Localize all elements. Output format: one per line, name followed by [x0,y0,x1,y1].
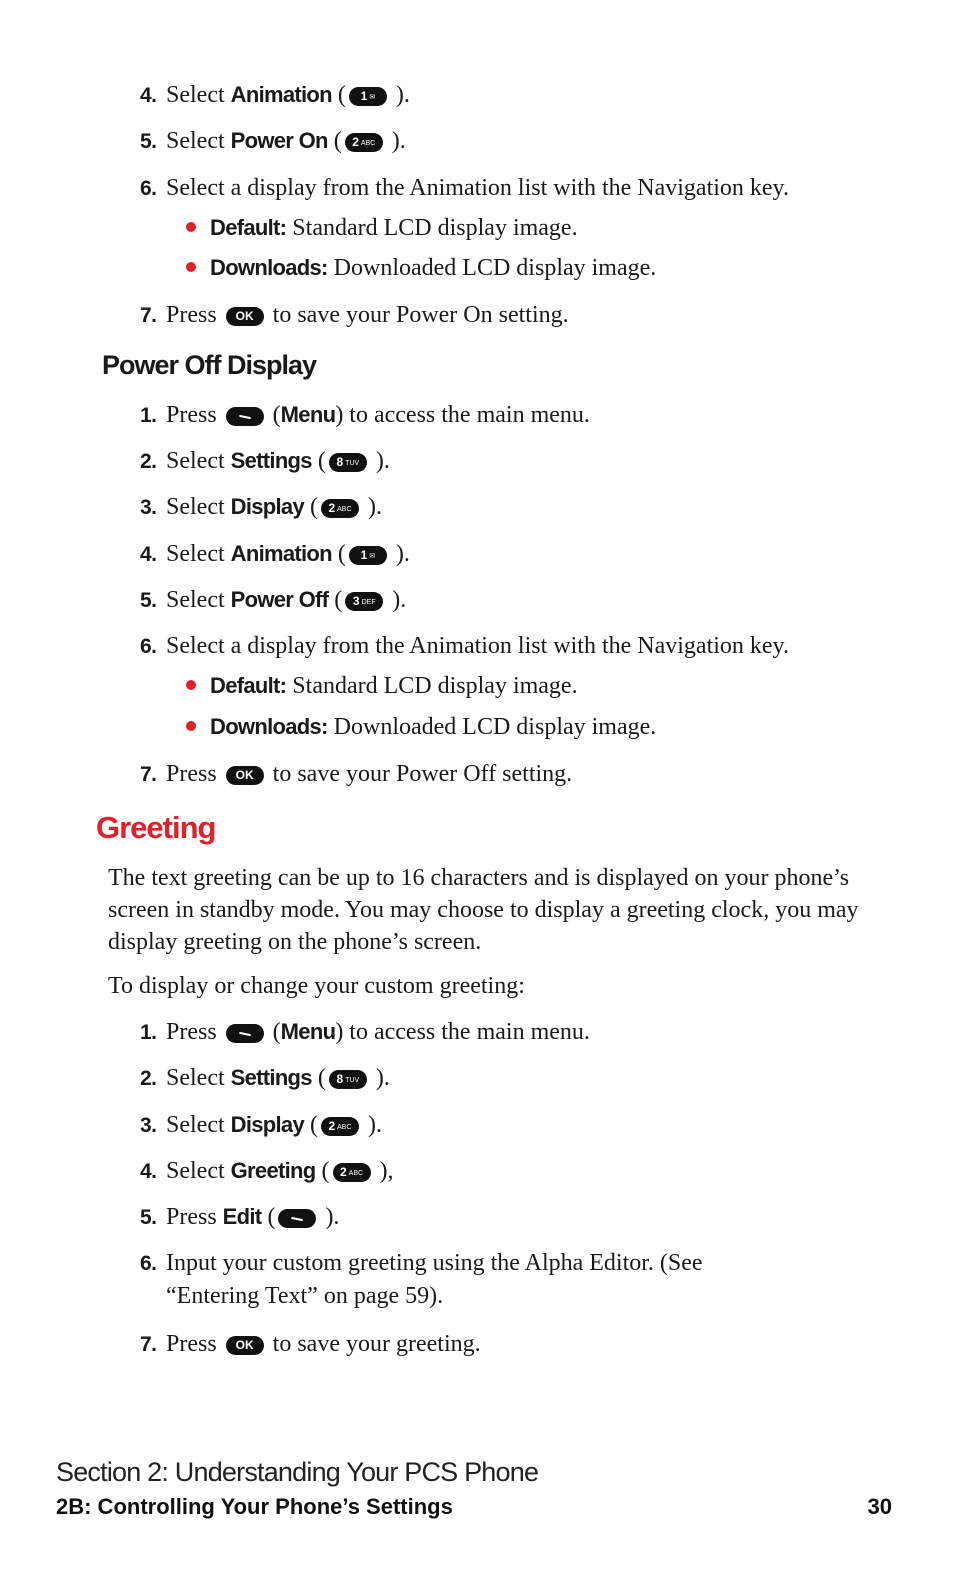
bullet-icon [186,680,196,690]
step-animation: 4. Select Animation ( 1 ✉ ). [140,541,410,567]
greeting-title: Greeting [96,810,216,845]
key-1-icon: 1 ✉ [349,87,387,106]
step-press-menu: 1. Press (Menu) to access the main menu. [140,402,590,428]
step-save-greeting: 7. Press OK to save your greeting. [140,1331,481,1357]
greeting-paragraph: The text greeting can be up to 16 characters and is displayed on your phone’s screen in standby mode. You may choose to display a greeting clock, you may display greeting on the phone’s screen. [108,865,859,955]
footer-subsection-title: 2B: Controlling Your Phone’s Settings [56,1494,453,1519]
ok-key-icon: OK [226,307,264,326]
softkey-icon [226,1024,264,1043]
greeting-intro: To display or change your custom greeting: [108,973,525,999]
key-2-icon: 2 ABC [333,1163,371,1182]
bullet-default: Default: Standard LCD display image. [186,211,578,245]
key-2-icon: 2 ABC [321,499,359,518]
softkey-icon [278,1209,316,1228]
step-display: 3. Select Display ( 2 ABC ). [140,1112,382,1138]
power-off-heading: Power Off Display [102,350,317,380]
step-save-power-off: 7. Press OK to save your Power Off setting. [140,761,573,787]
bullet-icon [186,222,196,232]
step-select-display: 6. Select a display from the Animation list with the Navigation key. [140,175,789,201]
bullet-downloads: Downloads: Downloaded LCD display image. [186,251,656,285]
step-select-display: 6. Select a display from the Animation list with the Navigation key. [140,633,789,659]
ok-key-icon: OK [226,766,264,785]
key-3-icon: 3 DEF [345,592,383,611]
key-2-icon: 2 ABC [321,1117,359,1136]
bullet-icon [186,262,196,272]
key-2-icon: 2 ABC [345,133,383,152]
page-number: 30 [867,1494,892,1519]
footer-section-title: Section 2: Understanding Your PCS Phone [56,1457,539,1487]
step-save-power-on: 7. Press OK to save your Power On setting. [140,302,569,328]
ok-key-icon: OK [226,1336,264,1355]
step-press-menu: 1. Press (Menu) to access the main menu. [140,1019,590,1045]
bullet-default: Default: Standard LCD display image. [186,669,578,703]
key-8-icon: 8 TUV [329,1070,367,1089]
bullet-downloads: Downloads: Downloaded LCD display image. [186,710,656,744]
step-display: 3. Select Display ( 2 ABC ). [140,494,382,520]
step-edit: 5. Press Edit ( ). [140,1204,340,1230]
key-8-icon: 8 TUV [329,453,367,472]
step-input-greeting: 6. Input your custom greeting using the Alpha Editor. (See “Entering Text” on page 59). [140,1250,703,1309]
bullet-icon [186,721,196,731]
key-1-icon: 1 ✉ [349,546,387,565]
step-power-on: 5. Select Power On ( 2 ABC ). [140,128,406,154]
softkey-icon [226,407,264,426]
step-animation: 4. Select Animation ( 1 ✉ ). [140,82,410,108]
step-settings: 2. Select Settings ( 8 TUV ). [140,448,390,474]
step-greeting: 4. Select Greeting ( 2 ABC ), [140,1158,394,1184]
step-settings: 2. Select Settings ( 8 TUV ). [140,1065,390,1091]
step-power-off: 5. Select Power Off ( 3 DEF ). [140,587,407,613]
